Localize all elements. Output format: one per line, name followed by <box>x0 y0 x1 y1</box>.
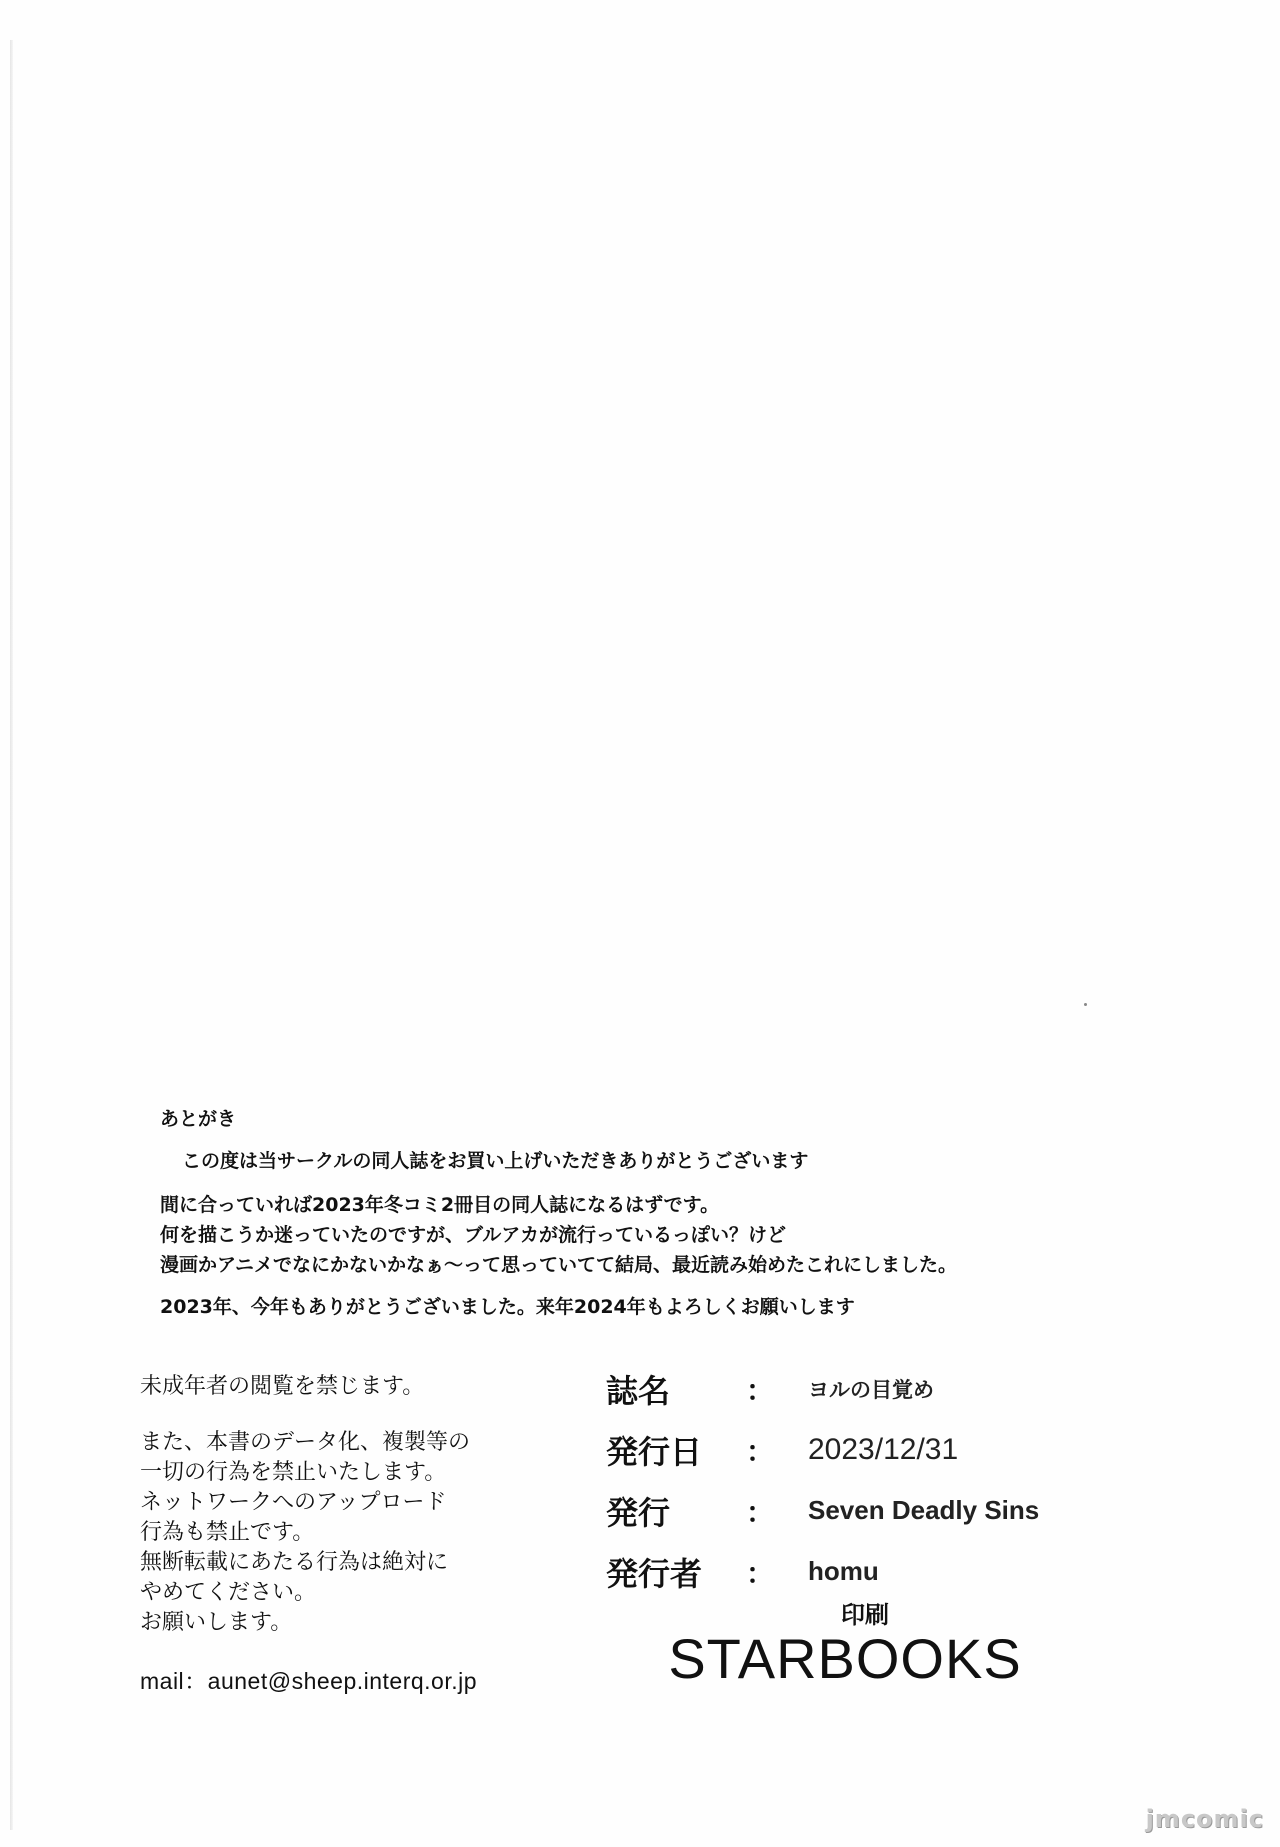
age-restriction-notice: 未成年者の閲覧を禁じます。 <box>140 1374 425 1399</box>
author-name: homu <box>808 1556 879 1586</box>
colophon-label: 発行日 <box>606 1432 703 1471</box>
notice-line: お願いします。 <box>140 1610 293 1635</box>
colophon-row-author <box>606 1541 1166 1602</box>
publisher-name: Seven Deadly Sins <box>808 1495 1040 1525</box>
afterword-line: 何を描こうか迷っていたのですが、ブルアカが流行っているっぽい？けど <box>160 1224 787 1246</box>
afterword-line: 間に合っていれば2023年冬コミ2冊目の同人誌になるはずです。 <box>160 1194 720 1216</box>
contact-email: mail：aunet@sheep.interq.or.jp <box>140 1668 478 1694</box>
notice-line: やめてください。 <box>140 1580 317 1605</box>
publish-date: 2023/12/31 <box>808 1432 959 1466</box>
printer-label: 印刷 <box>841 1601 889 1629</box>
printer-block <box>600 1595 1090 1691</box>
afterword-heading: あとがき <box>160 1108 237 1130</box>
scan-edge-shadow <box>10 40 13 1830</box>
colophon-colon: ： <box>746 1373 775 1407</box>
colophon-table <box>606 1358 1166 1602</box>
colophon-colon: ： <box>746 1434 775 1468</box>
notice-line: ネットワークへのアップロード <box>140 1490 447 1515</box>
colophon-row-publisher <box>606 1480 1166 1541</box>
colophon-label: 発行 <box>606 1493 671 1532</box>
colophon-row-date <box>606 1419 1166 1480</box>
colophon-colon: ： <box>746 1495 775 1529</box>
notice-section <box>140 1372 540 1696</box>
notice-line: また、本書のデータ化、複製等の <box>140 1430 471 1455</box>
afterword-thanks: この度は当サークルの同人誌をお買い上げいただきありがとうございます <box>182 1150 809 1172</box>
printer-name: STARBOOKS <box>668 1627 1022 1690</box>
dust-speck <box>1084 1003 1087 1006</box>
notice-line: 一切の行為を禁止いたします。 <box>140 1460 447 1485</box>
colophon-label: 発行者 <box>606 1554 703 1593</box>
afterword-closing: 2023年、今年もありがとうございました。来年2024年もよろしくお願いします <box>160 1296 855 1318</box>
colophon-row-title <box>606 1358 1166 1419</box>
colophon-colon: ： <box>746 1556 775 1590</box>
notice-line: 無断転載にあたる行為は絶対に <box>140 1550 449 1575</box>
copy-prohibition-notice <box>140 1428 540 1638</box>
colophon-label: 誌名 <box>606 1371 671 1410</box>
afterword-line: 漫画かアニメでなにかないかなぁ～って思っていてて結局、最近読み始めたこれにしました。 <box>160 1254 958 1276</box>
book-title: ヨルの目覚め <box>808 1377 934 1402</box>
site-watermark: jmcomic <box>1145 1805 1264 1833</box>
notice-line: 行為も禁止です。 <box>140 1520 315 1545</box>
afterword-section <box>160 1104 1120 1322</box>
